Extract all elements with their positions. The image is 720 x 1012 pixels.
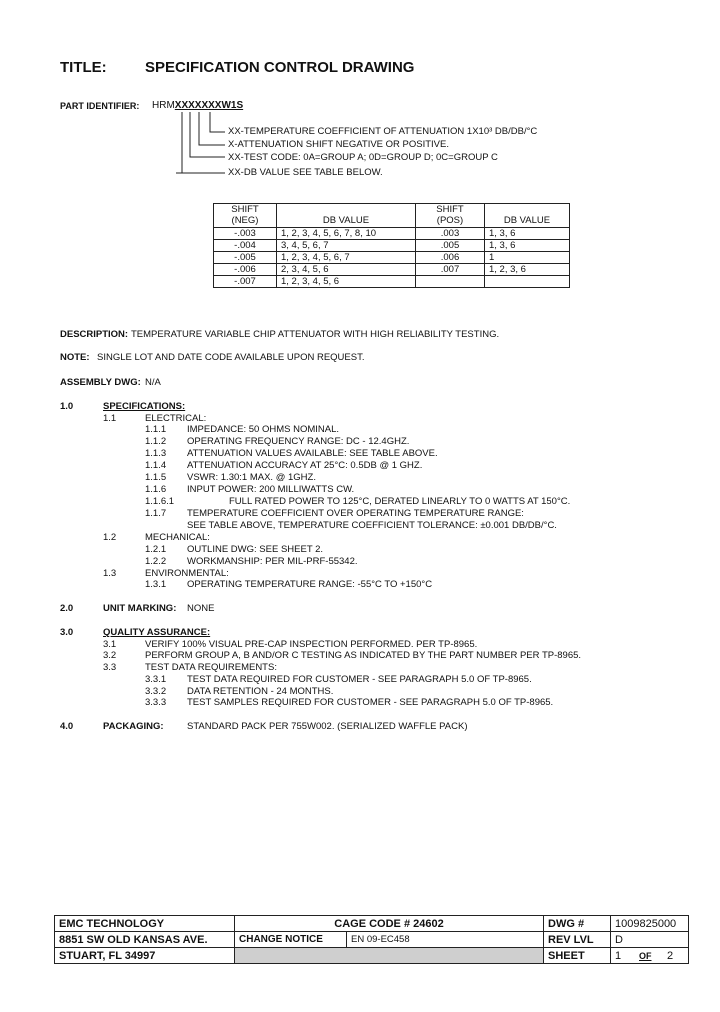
- header-shift-pos: SHIFT (POS): [416, 204, 485, 228]
- spec-item-number: 1.3: [103, 568, 117, 579]
- spec-item-number: 1.2.2: [145, 556, 167, 567]
- spec-item-number: 1.1.5: [145, 472, 167, 483]
- table-row: [214, 276, 570, 288]
- note-label: NOTE:: [60, 352, 90, 363]
- dwg-value: 1009825000: [611, 916, 689, 932]
- cell-shift-pos: .006: [416, 252, 485, 264]
- sheet-value: [611, 948, 689, 964]
- description-label: DESCRIPTION:: [60, 329, 129, 340]
- section-2-text: NONE: [187, 603, 215, 614]
- legend-line-3: XX-TEST CODE: 0A=GROUP A; 0D=GROUP D; 0C=GROUP C: [228, 152, 498, 163]
- spec-item-number: 1.2: [103, 532, 117, 543]
- spec-item-number: 1.1.3: [145, 448, 167, 459]
- spec-item-number: 1.1: [103, 413, 117, 424]
- cell-db-value-pos: 1, 3, 6: [485, 240, 570, 252]
- part-code: XXXXXXXW1S: [174, 100, 244, 111]
- section-4-title: PACKAGING:: [103, 721, 164, 732]
- spec-item-text: WORKMANSHIP: PER MIL-PRF-55342.: [187, 556, 358, 567]
- note-text: SINGLE LOT AND DATE CODE AVAILABLE UPON REQUEST.: [97, 352, 365, 363]
- table-row: [214, 240, 570, 252]
- cell-shift-pos: [416, 276, 485, 288]
- spec-item-text: INPUT POWER: 200 MILLIWATTS CW.: [187, 484, 355, 495]
- sheet-of: OF: [639, 950, 652, 961]
- spec-item-text: DATA RETENTION - 24 MONTHS.: [187, 686, 334, 697]
- spec-item-number: 1.1.6: [145, 484, 167, 495]
- cell-shift-pos: .005: [416, 240, 485, 252]
- company-name: EMC TECHNOLOGY: [55, 916, 235, 932]
- cell-shift-neg: -.007: [214, 276, 277, 288]
- section-2-title: UNIT MARKING:: [103, 603, 177, 614]
- section-4-number: 4.0: [60, 721, 74, 732]
- spec-item-text: PERFORM GROUP A, B AND/OR C TESTING AS INDICATED BY THE PART NUMBER PER TP-8965.: [145, 650, 582, 661]
- description-text: TEMPERATURE VARIABLE CHIP ATTENUATOR WITH HIGH RELIABILITY TESTING.: [131, 329, 500, 340]
- section-4-text: STANDARD PACK PER 755W002. (SERIALIZED WAFFLE PACK): [187, 721, 468, 732]
- cell-db-value-pos: [485, 276, 570, 288]
- spec-item-text: VSWR: 1.30:1 MAX. @ 1GHZ.: [187, 472, 316, 483]
- section-2-number: 2.0: [60, 603, 74, 614]
- db-value-table: [213, 203, 570, 288]
- title-value: SPECIFICATION CONTROL DRAWING: [145, 59, 415, 76]
- assembly-dwg-text: N/A: [145, 377, 161, 388]
- table-row: [214, 228, 570, 240]
- spec-item-number: 1.1.7: [145, 508, 167, 519]
- spec-item-number: 1.1.4: [145, 460, 167, 471]
- spec-item-number: 3.2: [103, 650, 117, 661]
- spec-item-text: ATTENUATION VALUES AVAILABLE: SEE TABLE ABOVE.: [187, 448, 438, 459]
- cell-shift-neg: -.006: [214, 264, 277, 276]
- spec-item-number: 3.3.3: [145, 697, 167, 708]
- spec-item-text: OPERATING TEMPERATURE RANGE: -55°C TO +150°C: [187, 579, 433, 590]
- cell-shift-neg: -.005: [214, 252, 277, 264]
- company-address: 8851 SW OLD KANSAS AVE.: [55, 932, 235, 948]
- sheet-total: 2: [667, 949, 674, 962]
- spec-item-number: 1.1.1: [145, 424, 167, 435]
- section-1-number: 1.0: [60, 401, 74, 412]
- spec-item-text: ENVIRONMENTAL:: [145, 568, 229, 579]
- spec-item-text: VERIFY 100% VISUAL PRE-CAP INSPECTION PERFORMED. PER TP-8965.: [145, 639, 478, 650]
- spec-item-text: TEMPERATURE COEFFICIENT OVER OPERATING TEMPERATURE RANGE:: [187, 508, 524, 519]
- spec-item-number: 1.1.2: [145, 436, 167, 447]
- legend-line-2: X-ATTENUATION SHIFT NEGATIVE OR POSITIVE.: [228, 139, 449, 150]
- cell-shift-pos: .003: [416, 228, 485, 240]
- change-notice-label: CHANGE NOTICE: [235, 932, 347, 948]
- section-3-title: QUALITY ASSURANCE:: [103, 627, 211, 638]
- spec-item-text: TEST DATA REQUIREMENTS:: [145, 662, 277, 673]
- table-header-row: [214, 204, 570, 228]
- spec-item-text: IMPEDANCE: 50 OHMS NOMINAL.: [187, 424, 340, 435]
- title-block: [54, 915, 689, 964]
- section-3-number: 3.0: [60, 627, 74, 638]
- legend-line-1: XX-TEMPERATURE COEFFICIENT OF ATTENUATION 1X10³ DB/DB/°C: [228, 126, 538, 137]
- spec-item-text: TEST SAMPLES REQUIRED FOR CUSTOMER - SEE PARAGRAPH 5.0 OF TP-8965.: [187, 697, 554, 708]
- spec-item-text: OUTLINE DWG: SEE SHEET 2.: [187, 544, 324, 555]
- spec-item-number: 1.2.1: [145, 544, 167, 555]
- cell-shift-neg: -.003: [214, 228, 277, 240]
- cell-db-value-neg: 1, 2, 3, 4, 5, 6, 7, 8, 10: [277, 228, 416, 240]
- cell-shift-pos: .007: [416, 264, 485, 276]
- sheet-label: SHEET: [544, 948, 611, 964]
- legend-line-4: XX-DB VALUE SEE TABLE BELOW.: [228, 167, 383, 178]
- header-db-value-pos: DB VALUE: [485, 204, 570, 228]
- spec-item-number: 3.3: [103, 662, 117, 673]
- spec-item-text: TEST DATA REQUIRED FOR CUSTOMER - SEE PARAGRAPH 5.0 OF TP-8965.: [187, 674, 532, 685]
- spec-item-text: ELECTRICAL:: [145, 413, 207, 424]
- change-notice-value: EN 09-EC458: [347, 932, 544, 948]
- assembly-dwg-label: ASSEMBLY DWG:: [60, 377, 141, 388]
- sheet-number: 1: [615, 949, 622, 962]
- spec-item-text: MECHANICAL:: [145, 532, 210, 543]
- part-identifier-label: PART IDENTIFIER:: [60, 101, 140, 111]
- company-city: STUART, FL 34997: [55, 948, 235, 964]
- cell-db-value-pos: 1, 2, 3, 6: [485, 264, 570, 276]
- spec-item-number: 1.1.6.1: [145, 496, 175, 507]
- cell-db-value-neg: 2, 3, 4, 5, 6: [277, 264, 416, 276]
- spec-item-number: 3.3.1: [145, 674, 167, 685]
- cell-db-value-pos: 1: [485, 252, 570, 264]
- spec-item-text: FULL RATED POWER TO 125°C, DERATED LINEARLY TO 0 WATTS AT 150°C.: [229, 496, 571, 507]
- spec-item-text: OPERATING FREQUENCY RANGE: DC - 12.4GHZ.: [187, 436, 410, 447]
- header-db-value-neg: DB VALUE: [277, 204, 416, 228]
- part-prefix: HRM: [152, 100, 175, 111]
- rev-label: REV LVL: [544, 932, 611, 948]
- spec-item-text: ATTENUATION ACCURACY AT 25°C: 0.5DB @ 1 GHZ.: [187, 460, 423, 471]
- header-shift-neg: SHIFT (NEG): [214, 204, 277, 228]
- grey-field: [235, 948, 544, 964]
- cell-db-value-pos: 1, 3, 6: [485, 228, 570, 240]
- spec-item-text: SEE TABLE ABOVE, TEMPERATURE COEFFICIENT TOLERANCE: ±0.001 DB/DB/°C.: [187, 520, 557, 531]
- spec-item-number: 3.1: [103, 639, 117, 650]
- cell-shift-neg: -.004: [214, 240, 277, 252]
- cage-code: CAGE CODE # 24602: [235, 916, 544, 932]
- spec-item-number: 3.3.2: [145, 686, 167, 697]
- table-row: [214, 264, 570, 276]
- title-label: TITLE:: [60, 59, 107, 76]
- table-row: [214, 252, 570, 264]
- rev-value: D: [611, 932, 689, 948]
- cell-db-value-neg: 1, 2, 3, 4, 5, 6: [277, 276, 416, 288]
- dwg-label: DWG #: [544, 916, 611, 932]
- cell-db-value-neg: 1, 2, 3, 4, 5, 6, 7: [277, 252, 416, 264]
- section-1-title: SPECIFICATIONS:: [103, 401, 186, 412]
- spec-item-number: 1.3.1: [145, 579, 167, 590]
- cell-db-value-neg: 3, 4, 5, 6, 7: [277, 240, 416, 252]
